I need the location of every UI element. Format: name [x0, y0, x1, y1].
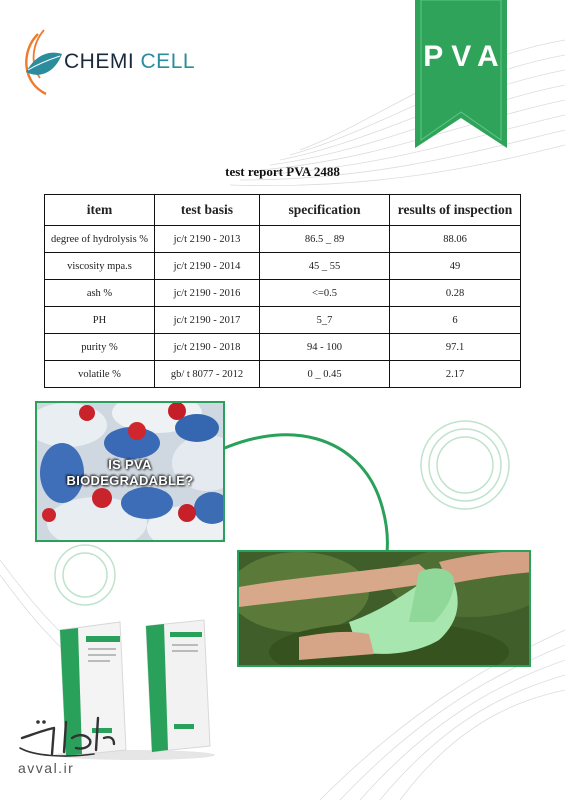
- cell-spec: 5_7: [260, 307, 390, 334]
- cell-basis: jc/t 2190 - 2016: [155, 280, 260, 307]
- cell-item: degree of hydrolysis %: [45, 226, 155, 253]
- table-row: [45, 280, 521, 307]
- column-header-specification: specification: [260, 195, 390, 226]
- cell-spec: 86.5 _ 89: [260, 226, 390, 253]
- table-row: [45, 307, 521, 334]
- report-title: test report PVA 2488: [225, 164, 340, 179]
- brand-name: [64, 50, 195, 74]
- avval-watermark-logo: [14, 708, 124, 788]
- watermark-site: avval.ir: [18, 760, 75, 776]
- column-header-results: results of inspection: [390, 195, 521, 226]
- biodegradable-bag-photo: [237, 550, 531, 667]
- detergent-pods-photo: [35, 401, 225, 542]
- table-row: [45, 226, 521, 253]
- table-row: [45, 253, 521, 280]
- column-header-item: item: [45, 195, 155, 226]
- cell-basis: jc/t 2190 - 2017: [155, 307, 260, 334]
- cell-basis: jc/t 2190 - 2013: [155, 226, 260, 253]
- brand-name-part2: CELL: [140, 50, 196, 73]
- cell-basis: jc/t 2190 - 2014: [155, 253, 260, 280]
- caption-line-2: BIODEGRADABLE?: [66, 473, 194, 488]
- bag-roll-illustration: [239, 552, 531, 667]
- cell-item: viscosity mpa.s: [45, 253, 155, 280]
- cell-result: 2.17: [390, 361, 521, 388]
- cell-item: purity %: [45, 334, 155, 361]
- photo-caption: [37, 457, 223, 489]
- cell-item: volatile %: [45, 361, 155, 388]
- cell-spec: <=0.5: [260, 280, 390, 307]
- caption-line-1: IS PVA: [108, 457, 152, 472]
- table-row: [45, 361, 521, 388]
- cell-result: 6: [390, 307, 521, 334]
- brand-name-part1: CHEMI: [64, 50, 135, 73]
- cell-item: PH: [45, 307, 155, 334]
- ribbon-label: PVA: [423, 40, 507, 73]
- cell-basis: gb/ t 8077 - 2012: [155, 361, 260, 388]
- table-row: [45, 334, 521, 361]
- cell-result: 0.28: [390, 280, 521, 307]
- cell-result: 49: [390, 253, 521, 280]
- table-header-row: [45, 195, 521, 226]
- column-header-test-basis: test basis: [155, 195, 260, 226]
- cell-spec: 94 - 100: [260, 334, 390, 361]
- cell-item: ash %: [45, 280, 155, 307]
- cell-result: 97.1: [390, 334, 521, 361]
- cell-result: 88.06: [390, 226, 521, 253]
- cell-basis: jc/t 2190 - 2018: [155, 334, 260, 361]
- report-table: [44, 194, 521, 388]
- cell-spec: 0 _ 0.45: [260, 361, 390, 388]
- cell-spec: 45 _ 55: [260, 253, 390, 280]
- pva-ribbon: [415, 0, 507, 148]
